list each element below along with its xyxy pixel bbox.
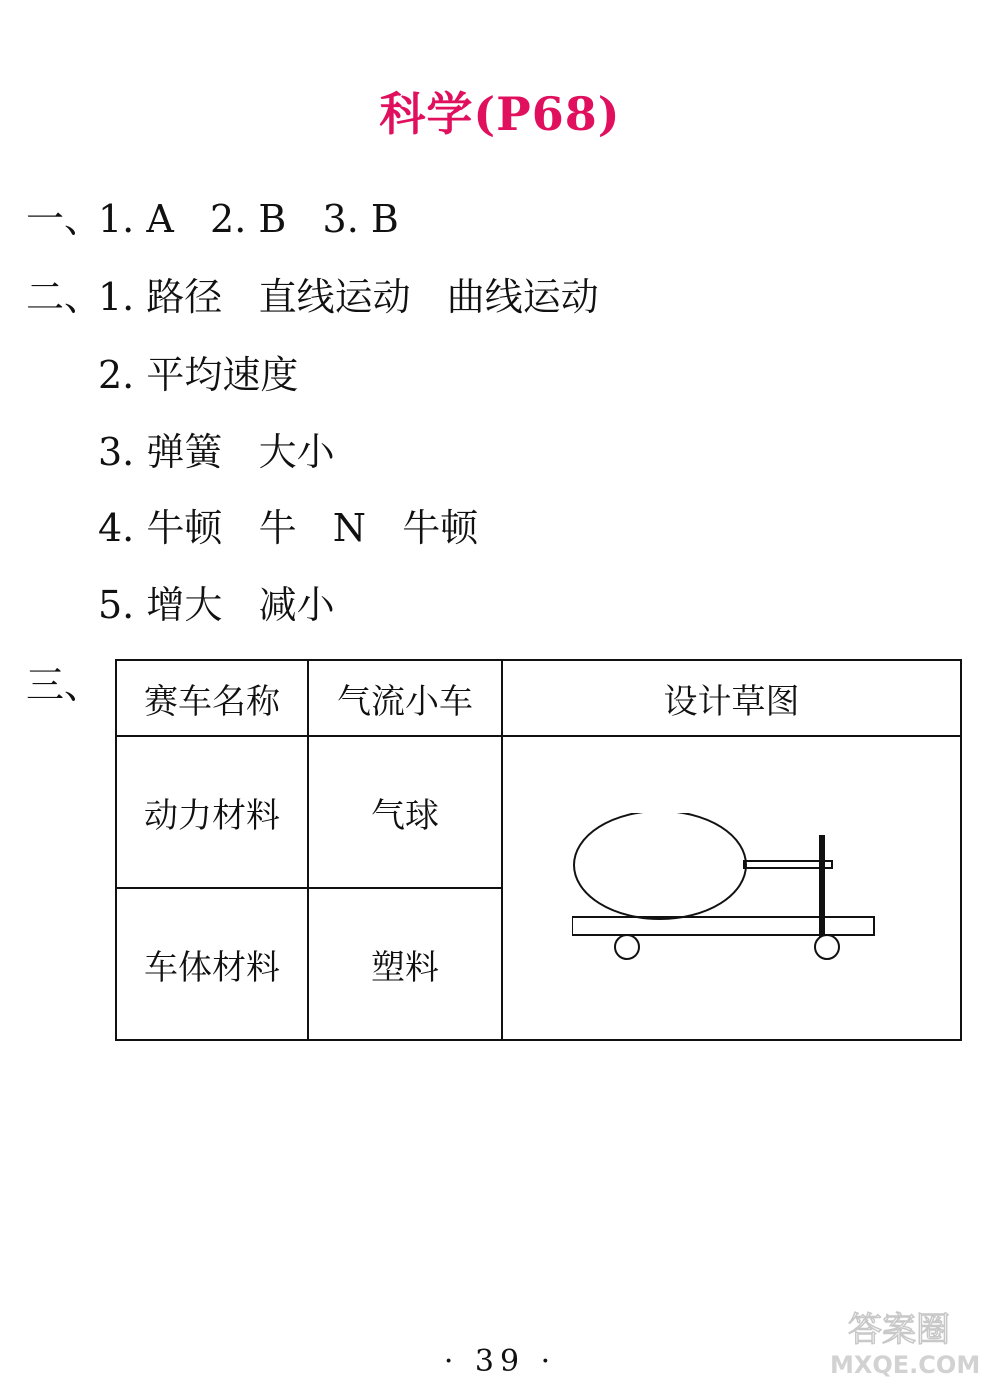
section2-item-3: 3. 弹簧 大小 (98, 430, 335, 474)
section2-label: 二、 (26, 275, 103, 319)
table-header-row (116, 660, 961, 736)
balloon-shape (574, 813, 746, 919)
section2-item-1: 1. 路径 直线运动 曲线运动 (98, 275, 599, 319)
section2-item-5: 5. 增大 减小 (98, 583, 335, 627)
rear-wheel (815, 935, 839, 959)
balloon-car-sketch (572, 813, 892, 963)
table-cell: 气球 (308, 736, 502, 888)
front-wheel (615, 935, 639, 959)
nozzle-tube (744, 861, 832, 868)
table-cell: 塑料 (308, 888, 502, 1040)
table-header-cell: 气流小车 (308, 660, 502, 736)
table-cell: 车体材料 (116, 888, 308, 1040)
design-sketch-cell (502, 736, 961, 1040)
table-row (116, 736, 961, 888)
page-title: 科学(P68) (379, 87, 621, 141)
design-table (115, 659, 962, 1041)
section1-answers: 1. A 2. B 3. B (98, 197, 399, 241)
table-cell: 动力材料 (116, 736, 308, 888)
watermark-logo (808, 1299, 988, 1379)
mast-post (819, 835, 825, 937)
car-body (572, 917, 874, 935)
section2-item-2: 2. 平均速度 (98, 353, 299, 397)
page-number: · 39 · (443, 1344, 557, 1379)
watermark-line1: 答案圈 (848, 1310, 950, 1350)
watermark-line2: MXQE.COM (830, 1351, 981, 1379)
section2-item-4: 4. 牛顿 牛 N 牛顿 (98, 506, 479, 550)
table-header-cell: 赛车名称 (116, 660, 308, 736)
table-header-cell: 设计草图 (502, 660, 961, 736)
section1-label: 一、 (26, 197, 103, 241)
section3-label: 三、 (26, 663, 103, 707)
